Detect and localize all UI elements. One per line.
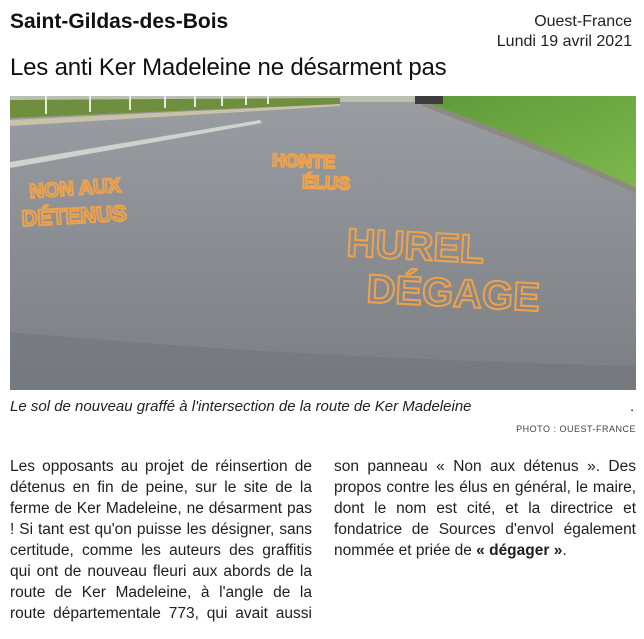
- article-source-block: [497, 12, 632, 52]
- graffiti-center-1: HONTE: [271, 150, 336, 173]
- body-text-main: Les opposants au projet de réinsertion de détenus en fin de peine, sur le site de la ferme de Ker Madeleine, ne désarment pas ! Si tant est qu'on puisse les désigner, sans certitude, comme les auteurs des graffitis qui ont de nouveau fleuri aux abords de la route de Ker Madeleine, à l'angle de la route départementale 773, qui avait aussi son panneau « Non aux détenus ». Des propos contre les élus en général, le maire, dont le nom est cité, et la directrice et fondatrice de Sources d'envol également nommée et priée de: [10, 458, 636, 622]
- road-photo: [10, 96, 636, 390]
- graffiti-left-1: NON AUX: [28, 174, 122, 203]
- distant-car: [415, 96, 443, 104]
- article-body: [10, 456, 636, 636]
- graffiti-left-2: DÉTENUS: [20, 200, 128, 231]
- article-date: Lundi 19 avril 2021: [496, 33, 632, 50]
- article-title: Les anti Ker Madeleine ne désarment pas: [10, 54, 447, 81]
- article-source: Ouest-France: [534, 13, 632, 30]
- graffiti-right-2: DÉGAGE: [365, 267, 541, 321]
- body-text-end: .: [562, 542, 567, 559]
- body-text-bold: « dégager »: [476, 542, 563, 559]
- photo-caption: Le sol de nouveau graffé à l'intersection de la route de Ker Madeleine: [10, 398, 472, 415]
- article-city: Saint-Gildas-des-Bois: [10, 10, 229, 33]
- photo-credit: PHOTO : OUEST-FRANCE: [516, 424, 636, 434]
- graffiti-center-2: ÉLUS: [301, 172, 351, 194]
- caption-dot: .: [630, 398, 635, 415]
- article-header: [10, 4, 636, 94]
- graffiti-right-1: HUREL: [345, 221, 486, 273]
- article-photo: [10, 96, 636, 390]
